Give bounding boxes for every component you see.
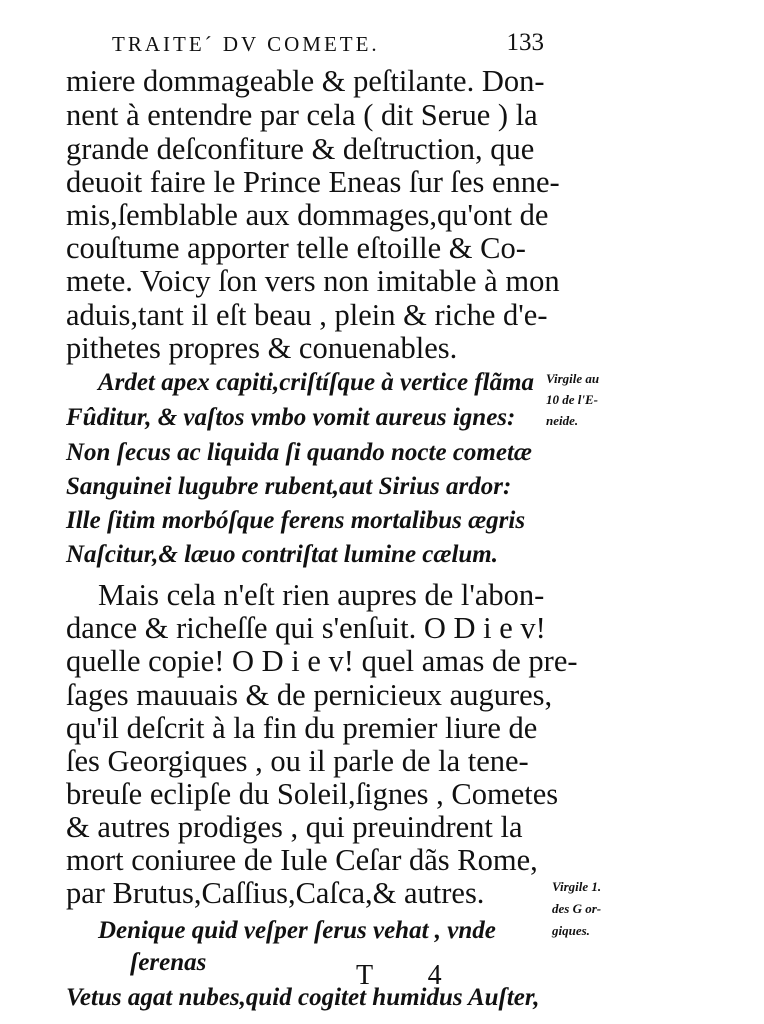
text-line: quelle copie! O D i e v! quel amas de pre- xyxy=(66,644,578,678)
margin-note: 10 de l'E- xyxy=(546,392,598,407)
verse-line: Non ſecus ac liquida ſi quando nocte cometæ xyxy=(66,439,532,466)
verse-line: Naſcitur,& læuo contriſtat lumine cælum. xyxy=(66,541,498,568)
verse-line: Sanguinei lugubre rubent,aut Sirius ardor: xyxy=(66,473,512,500)
text-line: & autres prodiges , qui preuindrent la xyxy=(66,810,523,844)
text-line: aduis,tant il eſt beau , plein & riche d'e- xyxy=(66,298,548,332)
text-line: Mais cela n'eſt rien aupres de l'abon- xyxy=(98,578,545,612)
text-line: grande deſconfiture & deſtruction, que xyxy=(66,132,535,166)
verse-line: Ille ſitim morbóſque ferens mortalibus ægris xyxy=(66,507,526,534)
text-line: deuoit faire le Prince Eneas ſur ſes enne- xyxy=(66,165,560,199)
running-title: TRAITE´ DV COMETE. xyxy=(112,32,380,56)
page-header xyxy=(112,29,544,62)
text-line: mis,ſemblable aux dommages,qu'ont de xyxy=(66,198,549,232)
margin-note: Virgile au xyxy=(546,371,600,386)
verse-line: Ardet apex capiti,criſtíſque à vertice flãma xyxy=(98,369,535,396)
text-line: breuſe eclipſe du Soleil,ſignes , Cometes xyxy=(66,777,559,811)
verse-line: Vetus agat nubes,quid cogitet humidus Auſter, xyxy=(66,984,540,1011)
text-line: dance & richeſſe qui s'enſuit. O D i e v! xyxy=(66,611,546,645)
margin-note: des G or- xyxy=(552,901,602,916)
text-line: miere dommageable & peſtilante. Don- xyxy=(66,64,545,98)
text-line: qu'il deſcrit à la fin du premier liure de xyxy=(66,711,538,745)
text-line: mete. Voicy ſon vers non imitable à mon xyxy=(66,264,560,298)
text-line: pithetes propres & conuenables. xyxy=(66,331,458,365)
text-line: nent à entendre par cela ( dit Serue ) la xyxy=(66,98,538,132)
margin-note: Virgile 1. xyxy=(552,879,602,894)
text-line: par Brutus,Caſſius,Caſca,& autres. xyxy=(66,876,485,910)
text-line: couſtume apporter telle eſtoille & Co- xyxy=(66,231,526,265)
verse-line: ſerenas xyxy=(130,949,207,976)
verse-line: Denique quid veſper ſerus vehat , vnde xyxy=(98,917,496,944)
signature-mark: T 4 xyxy=(356,960,466,991)
text-line: mort coniuree de Iule Ceſar dãs Rome, xyxy=(66,843,538,877)
text-line: ſages mauuais & de pernicieux augures, xyxy=(66,678,553,712)
text-line: ſes Georgiques , ou il parle de la tene- xyxy=(66,744,529,778)
margin-note: giques. xyxy=(552,923,590,938)
verse-line: Fûditur, & vaſtos vmbo vomit aureus ignes: xyxy=(66,404,516,431)
margin-note: neide. xyxy=(546,413,579,428)
page-number: 133 xyxy=(506,29,544,56)
